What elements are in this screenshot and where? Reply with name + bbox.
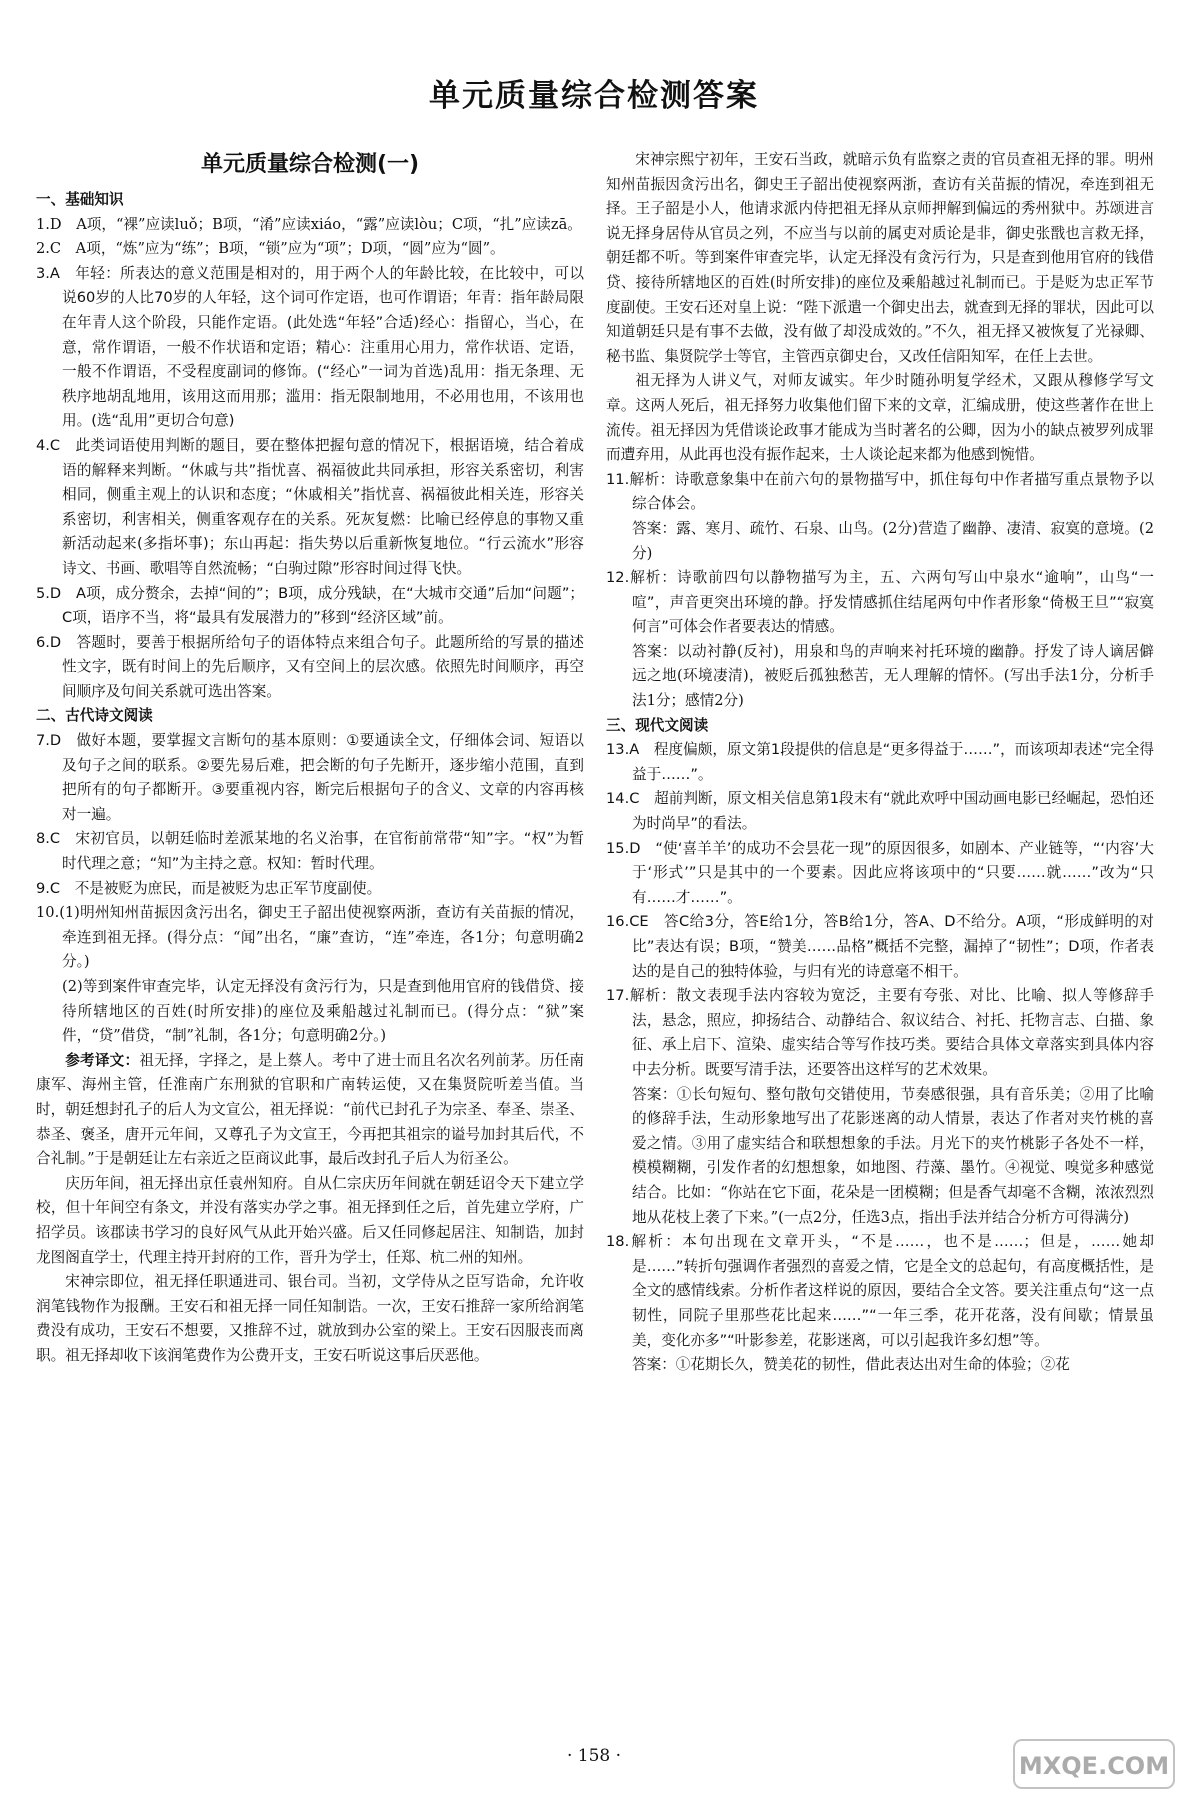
- answer-item: 7.D 做好本题，要掌握文言断句的基本原则：①要通读全文，仔细体会词、短语以及句子之间的联系。②要先易后难，把会断的句子先断开，逐步缩小范围，直到把所有的句子都断开。③要重视内容，断完后根据句子的含义、文章的内容再核对一遍。: [36, 732, 584, 823]
- answer-text: 答案：①花期长久，赞美花的韧性，借此表达出对生命的体验；②花: [632, 1356, 1070, 1374]
- answer-item: 5.D A项，成分赘余，去掉“间的”；B项，成分残缺，在“大城市交通”后加“问题”；C项，语序不当，将“最具有发展潜力的”移到“经济区域”前。: [36, 584, 584, 627]
- answer-item: 8.C 宋初官员，以朝廷临时差派某地的名义治事，在官衔前常带“知”字。“权”为暂时代理之意；“知”为主持之意。权知：暂时代理。: [36, 830, 584, 873]
- answer-item: 3.A 年轻：所表达的意义范围是相对的，用于两个人的年龄比较，在比较中，可以说60岁的人比70岁的人年轻，这个词可作定语，也可作谓语；年青：指年龄局限在年青人这个阶段，只能作定语。(此处选“年轻”合适)经心：指留心，当心，在意，常作谓语，一般不作状语和定语；精心：注重用心用力，常作状语、定语，一般不作谓语，不受程度副词的修饰。(“经心”一词为首选)乱用：指无条理、无秩序地胡乱地用，该用这而用那；滥用：指无限制地用，不必用也用，不该用也用。(选“乱用”更切合句意): [36, 264, 584, 430]
- translation-label: 参考译文：: [65, 1051, 140, 1069]
- answer-item: 1.D A项，“裸”应读luǒ；B项，“淆”应读xiáo，“露”应读lòu；C项，“扎”应读zā。: [36, 215, 582, 233]
- analysis-item: 18.解析：本句出现在文章开头，“不是……，也不是……；但是，……她却是……”转折句强调作者强烈的喜爱之情，它是全文的总起句，有高度概括性，是全文的感情线索。分析作者这样说的原因，要结合全文答。要关注重点句“这一点韧性，同院子里那些花比起来……”“一年三季，花开花落，没有间歇；情景虽美，变化亦多”“叶影参差，花影迷离，可以引起我许多幻想”等。: [606, 1233, 1154, 1349]
- section-heading-basic: 一、基础知识: [36, 191, 124, 208]
- section-heading-classical: 二、古代诗文阅读: [36, 707, 153, 725]
- analysis-item: 17.解析：散文表现手法内容较为宽泛，主要有夸张、对比、比喻、拟人等修辞手法，悬念，照应，抑扬结合、动静结合、叙议结合、衬托、托物言志、白描、象征、承上启下、渲染、虚实结合等写作技巧类。要结合具体文章落实到具体内容中去分析。既要写清手法，还要答出这样写的艺术效果。: [606, 987, 1154, 1078]
- translation-paragraph: 宋神宗熙宁初年，王安石当政，就暗示负有监察之责的官员查祖无择的罪。明州知州苗振因贪污出名，御史王子韶出使视察两浙，查访有关苗振的情况，牵连到祖无择。王子韶是小人，他请求派内侍把祖无择从京师押解到偏远的秀州狱中。苏颂进言说无择身居侍从官员之列，不应当与以前的属吏对质论是非，御史张戬也言救无择，朝廷都不听。等到案件审查完毕，认定无择没有贪污行为，只是查到他用官府的钱借贷、接待所辖地区的百姓(时所安排)的座位及乘船越过礼制而已。于是贬为忠正军节度副使。王安石还对皇上说：“陛下派遣一个御史出去，就查到无择的罪状，因此可以知道朝廷只是有事不去做，没有做了却没成效的。”不久，祖无择又被恢复了光禄卿、秘书监、集贤院学士等官，主管西京御史台，又改任信阳知军，在任上去世。: [606, 151, 1154, 365]
- translation-paragraph: [36, 1049, 584, 1172]
- answer-item: 10.(1)明州知州苗振因贪污出名，御史王子韶出使视察两浙，查访有关苗振的情况，牵连到祖无择。(得分点：“闻”出名，“廉”查访，“连”牵连，各1分；句意明确2分。): [36, 904, 584, 971]
- answer-item: (2)等到案件审查完毕，认定无择没有贪污行为，只是查到他用官府的钱借贷、接待所辖地区的百姓(时所安排)的座位及乘船越过礼制而已。(得分点：“狱”案件，“贷”借贷，“制”礼制，各1分；句意明确2分。): [62, 978, 584, 1045]
- answer-item: 9.C 不是被贬为庶民，而是被贬为忠正军节度副使。: [36, 879, 382, 897]
- translation-paragraph: 庆历年间，祖无择出京任袁州知府。自从仁宗庆历年间就在朝廷诏令天下建立学校，但十年间空有条文，并没有落实办学之事。祖无择到任之后，首先建立学府，广招学员。该郡读书学习的良好风气从此开始兴盛。后又任同修起居注、知制诰，加封龙图阁直学士，代理主持开封府的工作，晋升为学士，任郑、杭二州的知州。: [36, 1174, 584, 1266]
- translation-paragraph: 宋神宗即位，祖无择任职通进司、银台司。当初，文学侍从之臣写诰命，允许收润笔钱物作为报酬。王安石和祖无择一同任知制诰。一次，王安石推辞一家所给润笔费没有成功，王安石不想要，又推辞不过，就放到办公室的梁上。王安石因服丧而离职。祖无择却收下该润笔费作为公费开支，王安石听说这事后厌恶他。: [36, 1273, 584, 1364]
- answer-item: 15.D “使‘喜羊羊’的成功不会昙花一现”的原因很多，如剧本、产业链等，“‘内容’大于‘形式’”只是其中的一个要素。因此应将该项中的“只要……就……”改为“只有……才……”。: [606, 839, 1154, 906]
- answer-item: 13.A 程度偏颇，原文第1段提供的信息是“更多得益于……”，而该项却表述“完全得益于……”。: [606, 741, 1154, 783]
- answer-item: 16.CE 答C给3分，答E给1分，答B给1分，答A、D不给分。A项，“形成鲜明的对比”表达有误；B项，“赞美……品格”概括不完整，漏掉了“韧性”；D项，作者表达的是自己的独特体验，与归有光的诗意毫不相干。: [606, 913, 1154, 980]
- watermark-text: MXQE.COM: [1018, 1752, 1170, 1780]
- answer-item: 2.C A项，“炼”应为“练”；B项，“锁”应为“项”；D项，“圆”应为“圆”。: [36, 240, 505, 258]
- answer-item: 14.C 超前判断，原文相关信息第1段末有“就此欢呼中国动画电影已经崛起，恐怕还为时尚早”的看法。: [606, 790, 1154, 833]
- translation-paragraph: 祖无择为人讲义气，对师友诚实。年少时随孙明复学经术，又跟从穆修学写文章。这两人死后，祖无择努力收集他们留下来的文章，汇编成册，使这些著作在世上流传。祖无择因为凭借谈论政事才能成为当时著名的公卿，因为小的缺点被罗列成罪而遭弃用，从此再也没有振作起来，士人谈论起来都为他感到惋惜。: [606, 372, 1154, 464]
- watermark-logo: [1010, 1736, 1178, 1792]
- section-subtitle: 单元质量综合检测(一): [200, 152, 420, 177]
- answer-text: 答案：以动衬静(反衬)，用泉和鸟的声响来衬托环境的幽静。抒发了诗人谪居僻远之地(环境凄清)，被贬后孤独愁苦，无人理解的情怀。(写出手法1分，分析手法1分；感情2分): [632, 642, 1154, 710]
- answer-text: 答案：露、寒月、疏竹、石泉、山鸟。(2分)营造了幽静、凄清、寂寞的意境。(2分): [632, 519, 1154, 562]
- answer-item: 6.D 答题时，要善于根据所给句子的语体特点来组合句子。此题所给的写景的描述性文字，既有时间上的先后顺序，又有空间上的层次感。依照先时间顺序，再空间顺序及句间关系就可选出答案。: [36, 633, 584, 700]
- answer-item: 4.C 此类词语使用判断的题目，要在整体把握句意的情况下，根据语境，结合着成语的解释来判断。“休戚与共”指忧喜、祸福彼此共同承担，形容关系密切，利害相同，侧重主观上的认识和态度；“休戚相关”指忧喜、祸福彼此相关连，形容关系密切，利害相关，侧重客观存在的关系。死灰复燃：比喻已经停息的事物又重新活动起来(多指坏事)；东山再起：指失势以后重新恢复地位。“行云流水”形容诗文、书画、歌唱等自然流畅；“白驹过隙”形容时间过得飞快。: [36, 436, 584, 577]
- analysis-item: 12.解析：诗歌前四句以静物描写为主，五、六两句写山中泉水“逾响”，山鸟“一喧”，声音更突出环境的静。抒发情感抓住结尾两句中作者形象“倚极王旦”“寂寞何言”可体会作者要表达的情感。: [606, 569, 1154, 636]
- right-column: [606, 148, 1154, 1378]
- section-heading-modern: 三、现代文阅读: [606, 716, 709, 734]
- page-number: · 158 ·: [566, 1746, 622, 1766]
- left-column: [36, 148, 584, 1369]
- analysis-item: 11.解析：诗歌意象集中在前六句的景物描写中，抓住每句中作者描写重点景物予以综合体会。: [606, 470, 1154, 513]
- translation-text: 祖无择，字择之，是上蔡人。考中了进士而且名次名列前茅。历任南康军、海州主管，任淮南广东刑狱的官职和广南转运使，又在集贤院听差当值。当时，朝廷想封孔子的后人为文宣公，祖无择说：“前代已封孔子为宗圣、奉圣、崇圣、恭圣、褒圣，唐开元年间，又尊孔子为文宣王，今再把其祖宗的谥号加封其后代，不合礼制。”于是朝廷让左右亲近之臣商议此事，最后改封孔子后人为衍圣公。: [36, 1051, 584, 1168]
- page-title: 单元质量综合检测答案: [429, 78, 759, 114]
- answer-text: 答案：①长句短句、整句散句交错使用，节奏感很强，具有音乐美；②用了比喻的修辞手法，生动形象地写出了花影迷离的动人情景，表达了作者对夹竹桃的喜爱之情。③用了虚实结合和联想想象的手法。月光下的夹竹桃影子各处不一样，模模糊糊，引发作者的幻想想象，如地图、荇藻、墨竹。④视觉、嗅觉多种感觉结合。比如：“你站在它下面，花朵是一团模糊；但是香气却毫不含糊，浓浓烈烈地从花枝上袭了下来。”(一点2分，任选3点，指出手法并结合分析方可得满分): [632, 1085, 1154, 1226]
- watermark-logo-icon: [1010, 1736, 1178, 1792]
